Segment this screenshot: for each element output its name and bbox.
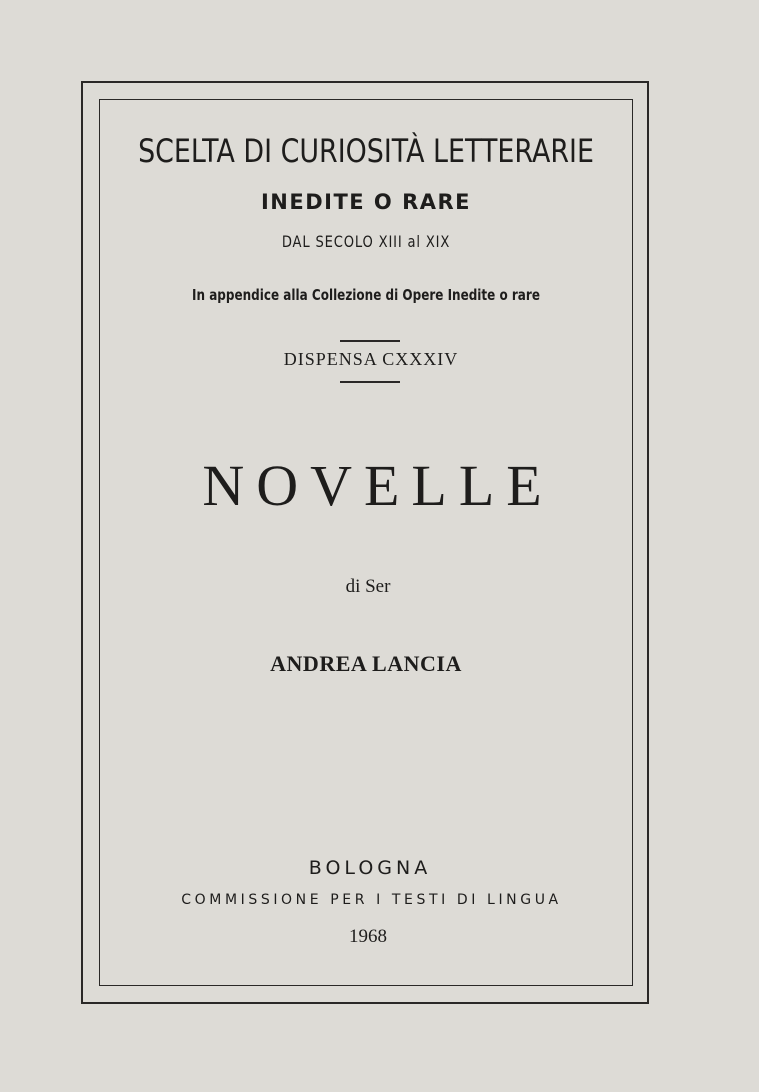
divider-rule-top bbox=[340, 340, 400, 342]
series-subtitle: INEDITE O RARE bbox=[260, 190, 472, 214]
publisher-name: COMMISSIONE PER I TESTI DI LINGUA bbox=[181, 892, 562, 908]
author-prefix: di Ser bbox=[345, 576, 391, 597]
series-period: DAL SECOLO XIII al XIX bbox=[281, 232, 451, 251]
author-name: ANDREA LANCIA bbox=[270, 651, 462, 676]
dispensa-number: DISPENSA CXXXIV bbox=[283, 349, 459, 369]
series-title: SCELTA DI CURIOSITÀ LETTERARIE bbox=[138, 132, 594, 170]
appendix-note: In appendice alla Collezione di Opere Inedite o rare bbox=[192, 286, 540, 304]
publication-year: 1968 bbox=[349, 926, 387, 947]
divider-rule-bottom bbox=[340, 381, 400, 383]
publication-city: BOLOGNA bbox=[308, 857, 432, 879]
book-title: NOVELLE bbox=[202, 453, 554, 518]
